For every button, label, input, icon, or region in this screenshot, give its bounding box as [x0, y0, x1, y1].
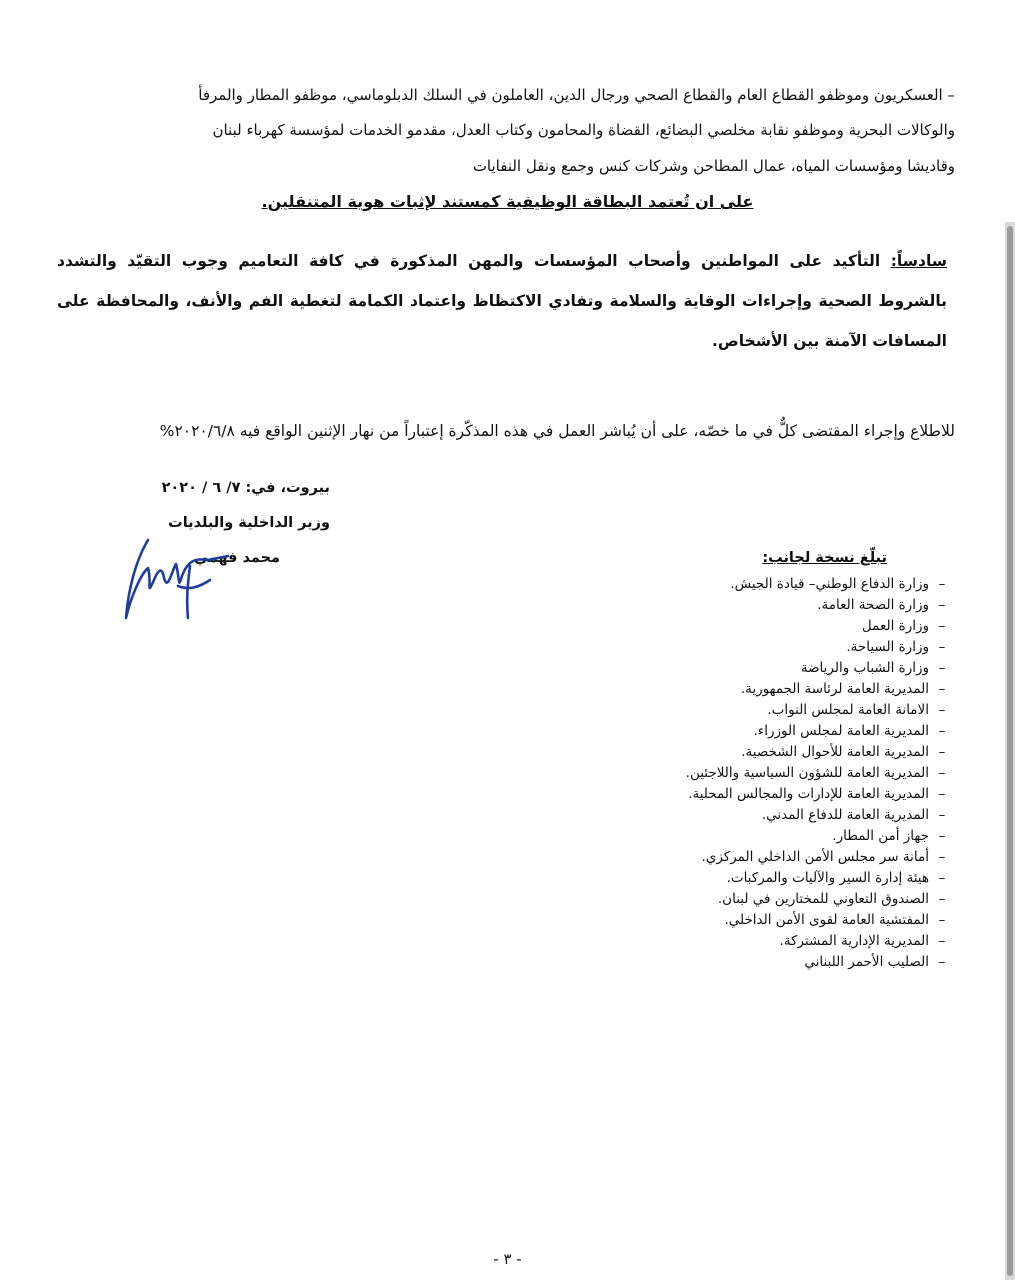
- signature-date: بيروت، في: ٧/ ٦ / ٢٠٢٠: [161, 480, 330, 496]
- intro-line-3: وقاديشا ومؤسسات المياه، عمال المطاحن وشركات كنس وجمع ونقل النفايات: [472, 157, 955, 175]
- cc-item: –المديرية العامة للأحوال الشخصية.: [741, 744, 946, 760]
- page-number: - ٣ -: [493, 1250, 522, 1268]
- cc-item: –وزارة العمل: [861, 618, 946, 634]
- cc-item: –الصندوق التعاوني للمختارين في لبنان.: [717, 891, 946, 907]
- cc-item: –المفتشية العامة لقوى الأمن الداخلي.: [724, 912, 946, 928]
- cc-item: –المديرية العامة لمجلس الوزراء.: [753, 723, 946, 739]
- cc-item: –الصليب الأحمر اللبناني: [804, 954, 946, 970]
- section-six-label: سادساً:: [890, 252, 948, 270]
- cc-item: –أمانة سر مجلس الأمن الداخلي المركزي.: [701, 849, 946, 865]
- emphasis-line: على ان تُعتمد البطاقة الوظيفية كمستند لإثبات هوية المتنقلين.: [261, 192, 754, 211]
- cc-item: –وزارة الشباب والرياضة: [800, 660, 946, 676]
- cc-item: –المديرية العامة للدفاع المدني.: [761, 807, 946, 823]
- section-six: [57, 241, 947, 361]
- cc-item: –جهاز أمن المطار.: [832, 828, 946, 844]
- intro-line-1: – العسكريون وموظفو القطاع العام والقطاع الصحي ورجال الدين، العاملون في السلك الدبلوماسي، موظفو المطار والمرفأ: [198, 86, 955, 104]
- handwritten-signature-icon: [118, 520, 238, 630]
- cc-item: –المديرية العامة للشؤون السياسية واللاجئين.: [685, 765, 946, 781]
- closing-line: للاطلاع وإجراء المقتضى كلٌّ في ما خصّه، على أن يُباشر العمل في هذه المذكّرة إعتباراً من نهار الإثنين الواقع فيه ٢٠٢٠/٦/٨%: [159, 422, 955, 440]
- cc-item: –المديرية العامة للإدارات والمجالس المحلية.: [688, 786, 946, 802]
- cc-item: –وزارة الدفاع الوطني– قيادة الجيش.: [730, 576, 946, 592]
- cc-item: –الامانة العامة لمجلس النواب.: [767, 702, 946, 718]
- cc-item: –وزارة الصحة العامة.: [817, 597, 946, 613]
- cc-item: –هيئة إدارة السير والآليات والمركبات.: [726, 870, 946, 886]
- scrollbar-thumb[interactable]: [1007, 226, 1013, 1276]
- minister-name: محمد فهمي: [193, 550, 280, 566]
- cc-item: –المديرية الإدارية المشتركة.: [779, 933, 946, 949]
- intro-line-2: والوكالات البحرية وموظفو نقابة مخلصي البضائع، القضاة والمحامون وكتاب العدل، مقدمو الخدمات لمؤسسة كهرباء لبنان: [212, 121, 955, 139]
- section-six-text: التأكيد على المواطنين وأصحاب المؤسسات والمهن المذكورة في كافة التعاميم وجوب التقيّد والتشدد بالشروط الصحية وإجراءات الوقاية والسلامة وتفادي الاكتظاظ واعتماد الكمامة لتغطية الفم والأنف، والمحافظة على المسافات الآمنة بين الأشخاص.: [57, 252, 947, 350]
- minister-title: وزير الداخلية والبلديات: [168, 515, 330, 531]
- cc-heading: تبلّغ نسخة لجانب:: [762, 550, 887, 566]
- cc-item: –وزارة السياحة.: [846, 639, 946, 655]
- cc-item: –المديرية العامة لرئاسة الجمهورية.: [740, 681, 946, 697]
